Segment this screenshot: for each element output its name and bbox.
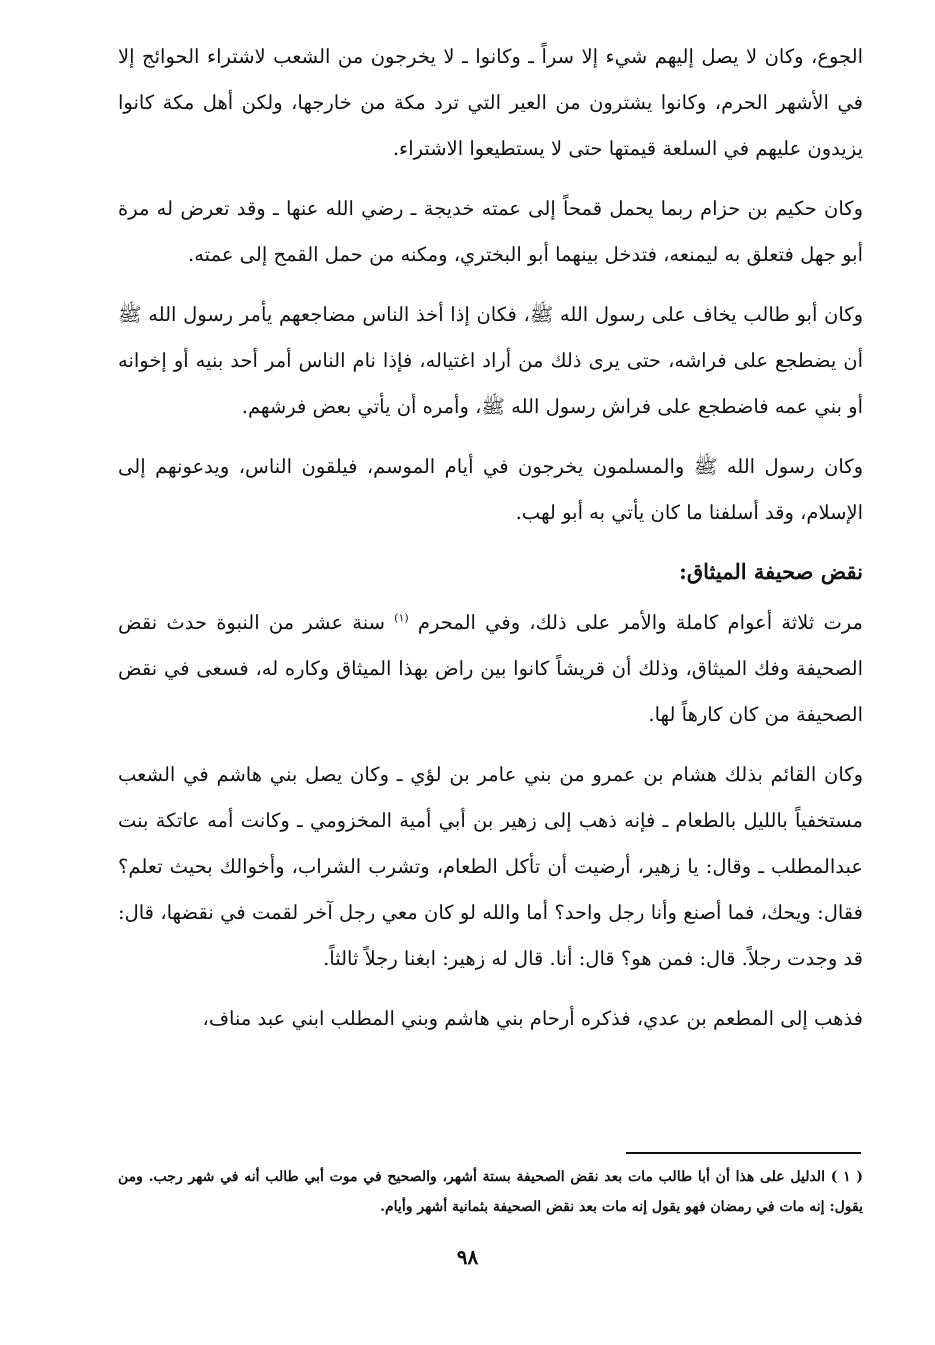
paragraph-3: وكان أبو طالب يخاف على رسول الله ﷺ، فكان إذا أخذ الناس مضاجعهم يأمر رسول الله ﷺ أن يضطجع على فراشه، حتى يرى ذلك من أراد اغتياله، فإذا نام الناس أمر أحد بنيه أو إخوانه أو بني عمه فاضطجع على فراش رسول الله ﷺ، وأمره أن يأتي بعض فرشهم. — [118, 303, 863, 418]
paragraph-4: وكان رسول الله ﷺ والمسلمون يخرجون في أيام الموسم، فيلقون الناس، ويدعونهم إلى الإسلام، وقد أسلفنا ما كان يأتي به أبو لهب. — [118, 455, 863, 524]
paragraph-2: وكان حكيم بن حزام ربما يحمل قمحاً إلى عمته خديجة ـ رضي الله عنها ـ وقد تعرض له مرة أبو جهل فتعلق به ليمنعه، فتدخل بينهما أبو البختري، ومكنه من حمل القمح إلى عمته. — [118, 197, 863, 266]
section-paragraph-1 — [118, 600, 863, 738]
footnote-divider — [626, 1152, 861, 1154]
section-paragraph-3: فذهب إلى المطعم بن عدي، فذكره أرحام بني هاشم وبني المطلب ابني عبد مناف، — [202, 1007, 863, 1030]
section-paragraph-1-text-b: سنة عشر من النبوة حدث نقض الصحيفة وفك الميثاق، وذلك أن قريشاً كانوا بين راض بهذا الميثاق وكاره له، فسعى في نقض الصحيفة من كان كارهاً لها. — [118, 611, 863, 726]
footnote: ( ١ ) الدليل على هذا أن أبا طالب مات بعد نقض الصحيفة بستة أشهر، والصحيح في موت أبي طالب أنه في شهر رجب. ومن يقول: إنه مات في رمضان فهو يقول إنه مات بعد نقض الصحيفة بثمانية أشهر وأيام. — [118, 1169, 863, 1215]
section-paragraph-1-text-a: مرت ثلاثة أعوام كاملة والأمر على ذلك، وفي المحرم — [417, 611, 864, 634]
paragraph-1: الجوع، وكان لا يصل إليهم شيء إلا سراً ـ وكانوا ـ لا يخرجون من الشعب لاشتراء الحوائج إلا في الأشهر الحرم، وكانوا يشترون من العير التي ترد مكة من خارجها، ولكن أهل مكة كانوا يزيدون عليهم في السلعة قيمتها حتى لا يستطيعوا الاشتراء. — [118, 45, 863, 160]
section-heading: نقض صحيفة الميثاق: — [679, 559, 863, 584]
section-paragraph-2: وكان القائم بذلك هشام بن عمرو من بني عامر بن لؤي ـ وكان يصل بني هاشم في الشعب مستخفياً بالليل بالطعام ـ فإنه ذهب إلى زهير بن أبي أمية المخزومي ـ وكانت أمه عاتكة بنت عبدالمطلب ـ وقال: يا زهير، أرضيت أن تأكل الطعام، وتشرب الشراب، وأخوالك بحيث تعلم؟ فقال: ويحك، فما أصنع وأنا رجل واحد؟ أما والله لو كان معي رجل آخر لقمت في نقضها، قال: قد وجدت رجلاً. قال: فمن هو؟ قال: أنا. قال له زهير: ابغنا رجلاً ثالثاً. — [118, 763, 863, 970]
footnote-reference: (١) — [394, 611, 409, 625]
body-text — [118, 34, 863, 1058]
page-number: ٩٨ — [456, 1245, 479, 1269]
